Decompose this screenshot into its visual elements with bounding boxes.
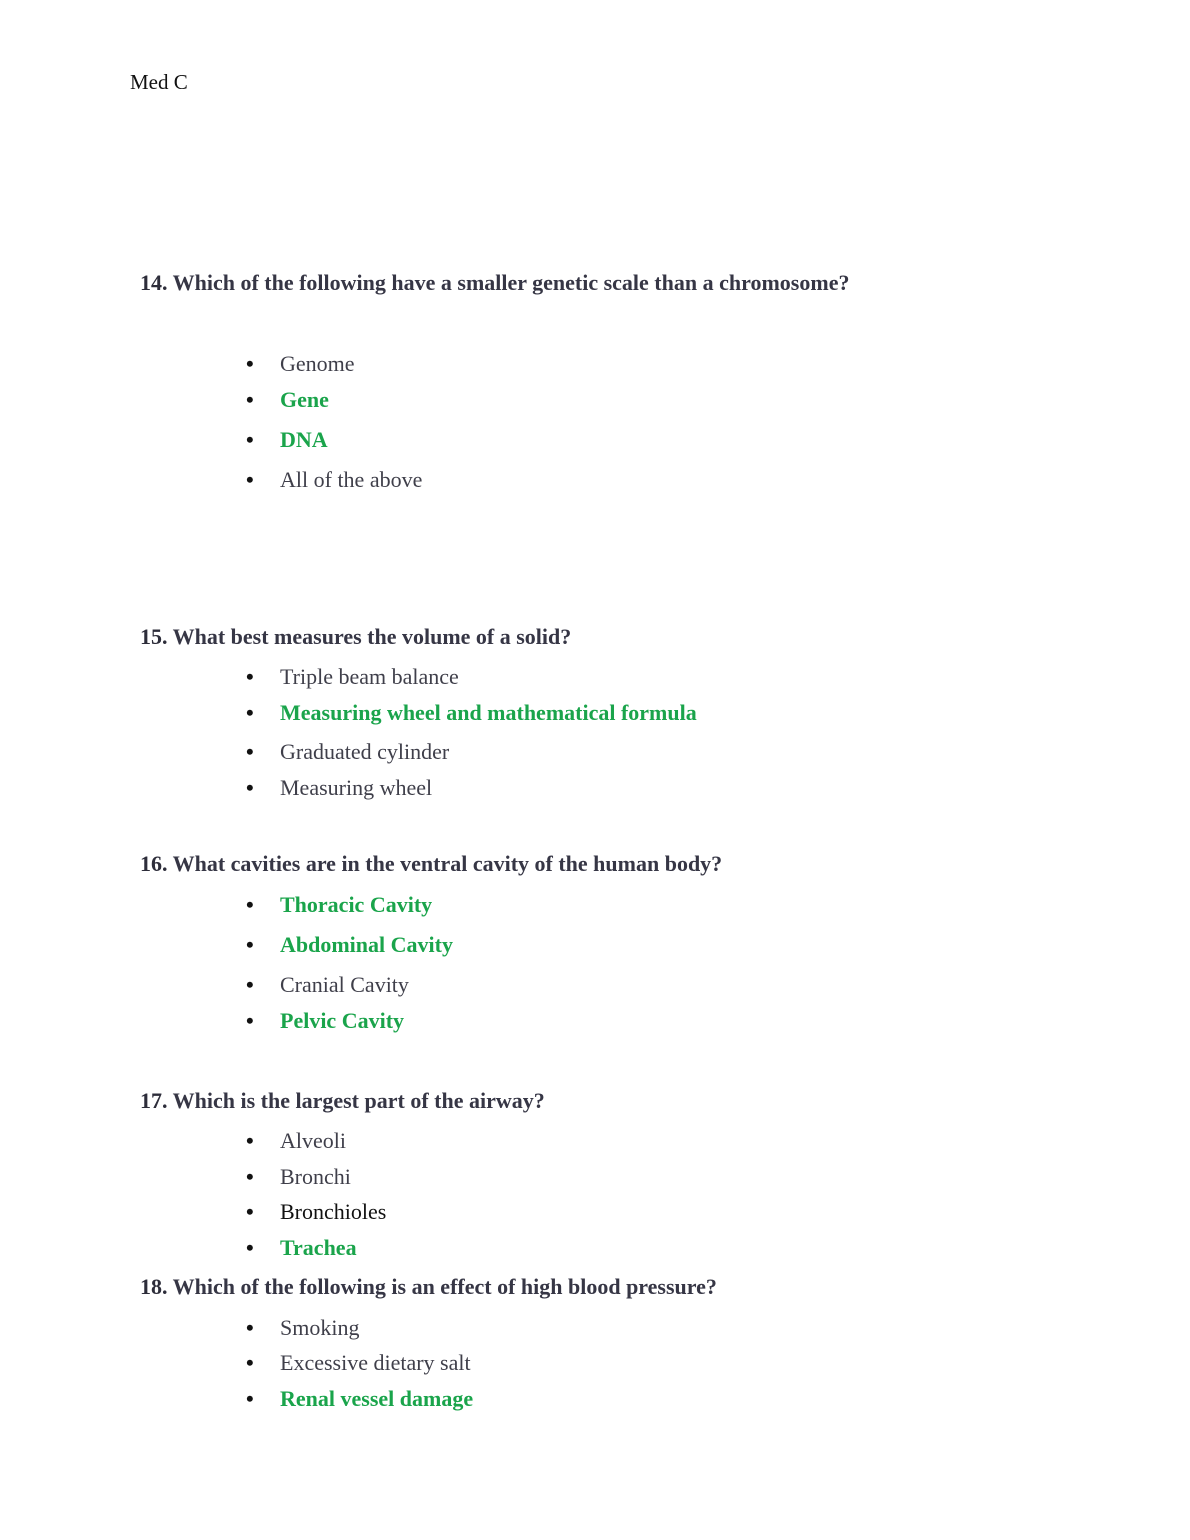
option-item-correct — [246, 932, 453, 958]
option-item — [246, 351, 355, 377]
option-label: Gene — [280, 387, 329, 412]
bullet-icon: • — [246, 775, 254, 800]
option-item — [246, 1128, 346, 1154]
bullet-icon: • — [246, 700, 254, 725]
question-number: 14. — [140, 270, 168, 295]
option-item — [246, 1199, 386, 1225]
option-item — [246, 972, 409, 998]
question-number: 15. — [140, 624, 168, 649]
option-label: Pelvic Cavity — [280, 1008, 405, 1033]
bullet-icon: • — [246, 892, 254, 917]
option-label: Graduated cylinder — [280, 739, 450, 764]
option-label: Excessive dietary salt — [280, 1350, 471, 1375]
bullet-icon: • — [246, 664, 254, 689]
option-label: Triple beam balance — [280, 664, 459, 689]
bullet-icon: • — [246, 1164, 254, 1189]
option-item — [246, 1350, 471, 1376]
bullet-icon: • — [246, 1008, 254, 1033]
bullet-icon: • — [246, 1199, 254, 1224]
question-number: 16. — [140, 851, 168, 876]
question-15 — [140, 624, 571, 650]
question-number: 17. — [140, 1088, 168, 1113]
option-label: Alveoli — [280, 1128, 346, 1153]
question-14 — [140, 270, 849, 296]
question-text: Which of the following have a smaller genetic scale than a chromosome? — [172, 270, 850, 295]
option-item-correct — [246, 700, 697, 726]
question-18 — [140, 1274, 717, 1300]
option-label: Bronchioles — [280, 1199, 387, 1224]
option-item — [246, 1315, 359, 1341]
bullet-icon: • — [246, 1386, 254, 1411]
option-label: Thoracic Cavity — [280, 892, 433, 917]
option-label: Genome — [280, 351, 355, 376]
option-label: Smoking — [280, 1315, 360, 1340]
option-item-correct — [246, 387, 329, 413]
question-text: What cavities are in the ventral cavity of the human body? — [172, 851, 723, 876]
option-label: Measuring wheel — [280, 775, 433, 800]
question-17 — [140, 1088, 545, 1114]
option-label: Trachea — [280, 1235, 357, 1260]
option-item — [246, 664, 459, 690]
question-number: 18. — [140, 1274, 168, 1299]
option-item-correct — [246, 1235, 357, 1261]
option-item — [246, 1164, 351, 1190]
option-label: Bronchi — [280, 1164, 351, 1189]
bullet-icon: • — [246, 1350, 254, 1375]
question-text: Which is the largest part of the airway? — [172, 1088, 545, 1113]
bullet-icon: • — [246, 1315, 254, 1340]
question-16 — [140, 851, 722, 877]
bullet-icon: • — [246, 1128, 254, 1153]
bullet-icon: • — [246, 427, 254, 452]
bullet-icon: • — [246, 351, 254, 376]
option-item — [246, 467, 422, 493]
bullet-icon: • — [246, 739, 254, 764]
bullet-icon: • — [246, 467, 254, 492]
option-label: Renal vessel damage — [280, 1386, 474, 1411]
option-label: All of the above — [280, 467, 423, 492]
option-label: Abdominal Cavity — [280, 932, 453, 957]
bullet-icon: • — [246, 387, 254, 412]
bullet-icon: • — [246, 1235, 254, 1260]
option-item-correct — [246, 1386, 473, 1412]
question-text: Which of the following is an effect of high blood pressure? — [172, 1274, 717, 1299]
option-item — [246, 739, 449, 765]
question-text: What best measures the volume of a solid? — [172, 624, 572, 649]
option-item — [246, 775, 432, 801]
bullet-icon: • — [246, 932, 254, 957]
option-item-correct — [246, 892, 432, 918]
option-label: Cranial Cavity — [280, 972, 409, 997]
option-label: Measuring wheel and mathematical formula — [280, 700, 697, 725]
option-label: DNA — [280, 427, 328, 452]
option-item-correct — [246, 1008, 404, 1034]
bullet-icon: • — [246, 972, 254, 997]
option-item-correct — [246, 427, 328, 453]
document-header: Med C — [130, 70, 188, 94]
